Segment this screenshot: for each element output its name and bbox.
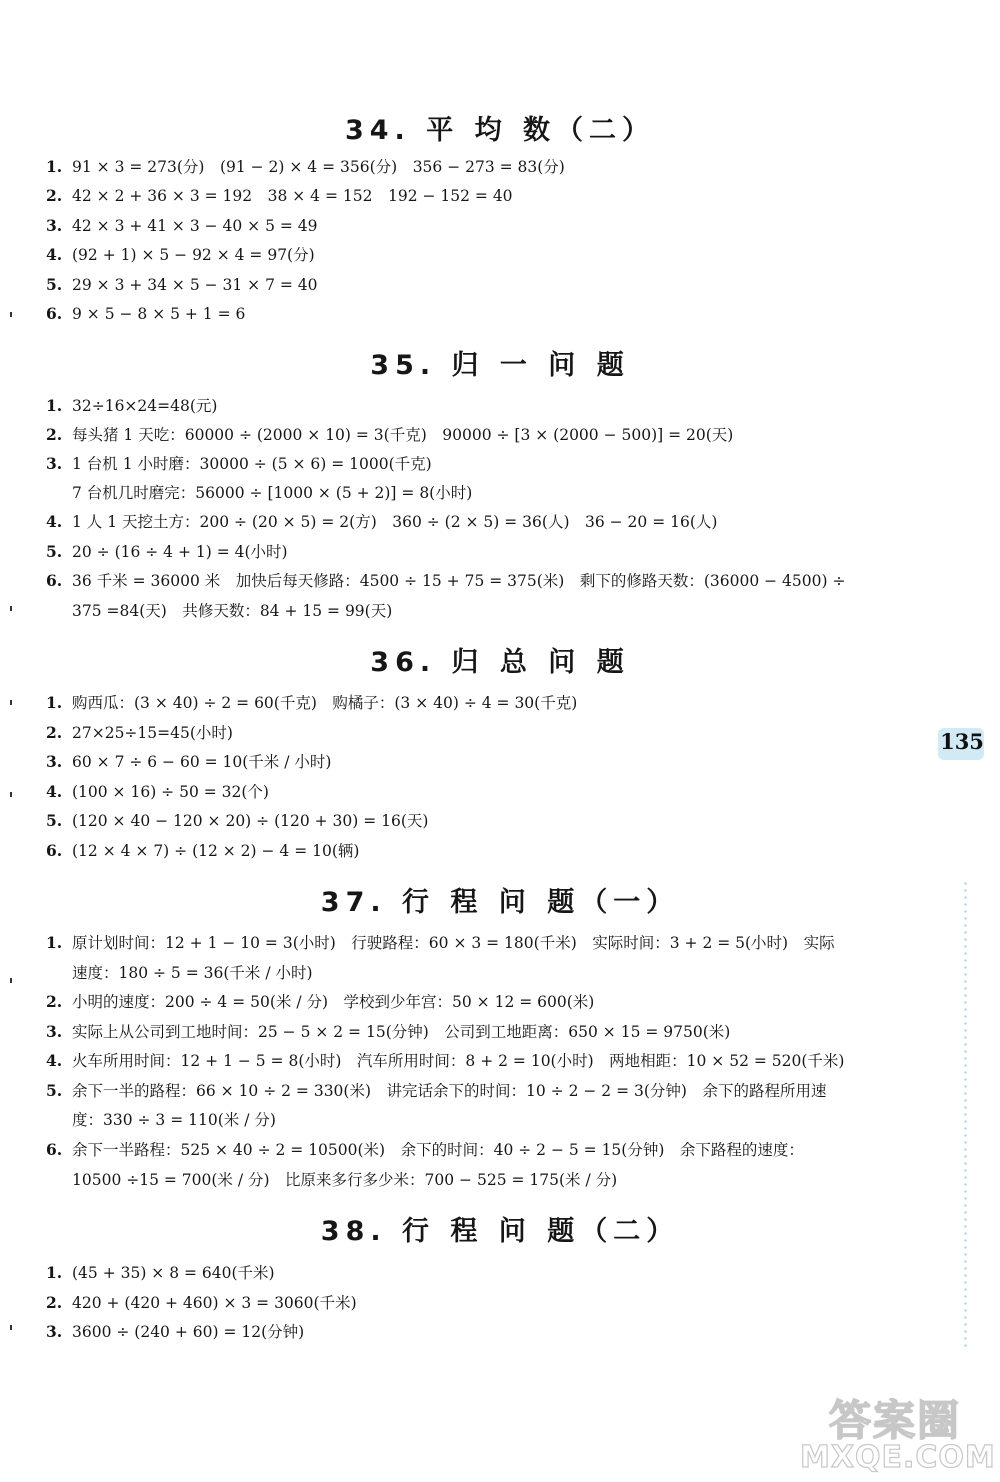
answer-text: 60 × 7 ÷ 6 − 60 = 10(千米 / 小时) — [72, 753, 332, 771]
answer-line — [46, 1051, 844, 1071]
answer-line — [46, 601, 392, 621]
answer-text: 420 + (420 + 460) × 3 = 3060(千米) — [72, 1294, 357, 1312]
answer-line — [46, 933, 835, 953]
question-number: 5. — [46, 811, 63, 830]
page-number: 135 — [940, 729, 984, 754]
question-number: 2. — [46, 186, 63, 205]
question-number: 3. — [46, 752, 63, 771]
question-number: 3. — [46, 454, 63, 473]
answer-text: 余下一半路程：525 × 40 ÷ 2 = 10500(米) 余下的时间：40 ÷ 2 − 5 = 15(分钟) 余下路程的速度： — [72, 1141, 804, 1159]
answer-line — [46, 1081, 826, 1101]
answer-line — [46, 245, 315, 265]
question-number: 4. — [46, 782, 63, 801]
answer-line — [46, 1022, 730, 1042]
question-number: 1. — [46, 157, 63, 176]
answer-line — [46, 693, 577, 713]
question-number: 1. — [46, 396, 63, 415]
answer-text: 火车所用时间：12 + 1 − 5 = 8(小时) 汽车所用时间：8 + 2 = 10(小时) 两地相距：10 × 52 = 520(千米) — [72, 1052, 845, 1070]
answer-line — [46, 1293, 357, 1313]
question-number: 2. — [46, 992, 63, 1011]
answer-text: 9 × 5 − 8 × 5 + 1 = 6 — [72, 305, 246, 323]
question-number: 6. — [46, 1140, 63, 1159]
answer-text: 42 × 2 + 36 × 3 = 192 38 × 4 = 152 192 − 152 = 40 — [72, 187, 513, 205]
answer-line — [46, 752, 331, 772]
question-number: 1. — [46, 1263, 63, 1282]
answer-text: 实际上从公司到工地时间：25 − 5 × 2 = 15(分钟) 公司到工地距离：650 × 15 = 9750(米) — [72, 1023, 731, 1041]
answer-line — [46, 186, 513, 206]
scan-mark — [10, 312, 12, 317]
answer-text: (120 × 40 − 120 × 20) ÷ (120 + 30) = 16(天) — [72, 812, 429, 830]
answer-line — [46, 571, 845, 591]
answer-line — [46, 1140, 804, 1160]
answer-text: 购西瓜：(3 × 40) ÷ 2 = 60(千克) 购橘子：(3 × 40) ÷ 4 = 30(千克) — [72, 694, 578, 712]
question-number: 6. — [46, 571, 63, 590]
scan-mark — [10, 792, 12, 797]
answer-text: 速度：180 ÷ 5 = 36(千米 / 小时) — [72, 964, 313, 982]
question-number: 4. — [46, 1051, 63, 1070]
answer-text: 10500 ÷15 = 700(米 / 分) 比原来多行多少米：700 − 525 = 175(米 / 分) — [72, 1171, 618, 1189]
question-number: 3. — [46, 1322, 63, 1341]
answer-text: 3600 ÷ (240 + 60) = 12(分钟) — [72, 1323, 305, 1341]
scan-mark — [10, 1325, 12, 1330]
watermark-top-text: 答案圈 — [828, 1396, 961, 1445]
answer-text: 小明的速度：200 ÷ 4 = 50(米 / 分) 学校到少年宫：50 × 12 = 600(米) — [72, 993, 595, 1011]
question-number: 6. — [46, 304, 63, 323]
question-number: 5. — [46, 275, 63, 294]
question-number: 5. — [46, 542, 63, 561]
question-number: 3. — [46, 216, 63, 235]
answer-line — [46, 841, 359, 861]
answer-line — [46, 157, 565, 177]
question-number: 5. — [46, 1081, 63, 1100]
section-title-37: 37. 行 程 问 题（一） — [320, 887, 680, 918]
question-number: 4. — [46, 512, 63, 531]
answer-line — [46, 396, 217, 416]
answer-text: 7 台机几时磨完：56000 ÷ [1000 × (5 + 2)] = 8(小时) — [72, 484, 473, 502]
answer-text: 91 × 3 = 273(分) (91 − 2) × 4 = 356(分) 356 − 273 = 83(分) — [72, 158, 565, 176]
answer-line — [46, 275, 318, 295]
answer-line — [46, 1170, 617, 1190]
answer-line — [46, 1322, 304, 1342]
section-title-35: 35. 归 一 问 题 — [370, 350, 630, 381]
question-number: 1. — [46, 933, 63, 952]
answer-line — [46, 483, 472, 503]
question-number: 1. — [46, 693, 63, 712]
answer-text: 余下一半的路程：66 × 10 ÷ 2 = 330(米) 讲完话余下的时间：10 ÷ 2 − 2 = 3(分钟) 余下的路程所用速 — [72, 1082, 827, 1100]
answer-line — [46, 542, 288, 562]
watermark-bottom-text: MXQE.COM — [800, 1440, 996, 1475]
answer-text: 20 ÷ (16 ÷ 4 + 1) = 4(小时) — [72, 543, 288, 561]
answer-text: (12 × 4 × 7) ÷ (12 × 2) − 4 = 10(辆) — [72, 842, 360, 860]
answer-line — [46, 425, 733, 445]
answer-text: 32÷16×24=48(元) — [72, 397, 218, 415]
answer-text: 1 台机 1 小时磨：30000 ÷ (5 × 6) = 1000(千克) — [72, 455, 432, 473]
scan-mark — [10, 606, 12, 611]
decorative-dot-column — [964, 880, 967, 1350]
answer-text: 29 × 3 + 34 × 5 − 31 × 7 = 40 — [72, 276, 318, 294]
answer-text: (92 + 1) × 5 − 92 × 4 = 97(分) — [72, 246, 315, 264]
answer-text: (45 + 35) × 8 = 640(千米) — [72, 1264, 275, 1282]
answer-text: 36 千米 = 36000 米 加快后每天修路：4500 ÷ 15 + 75 = 375(米) 剩下的修路天数：(36000 − 4500) ÷ — [72, 572, 846, 590]
answer-text: 1 人 1 天挖土方：200 ÷ (20 × 5) = 2(方) 360 ÷ (2 × 5) = 36(人) 36 − 20 = 16(人) — [72, 513, 718, 531]
question-number: 2. — [46, 723, 63, 742]
answer-text: 每头猪 1 天吃：60000 ÷ (2000 × 10) = 3(千克) 90000 ÷ [3 × (2000 − 500)] = 20(天) — [72, 426, 734, 444]
answer-text: 42 × 3 + 41 × 3 − 40 × 5 = 49 — [72, 217, 318, 235]
answer-text: 375 =84(天) 共修天数：84 + 15 = 99(天) — [72, 602, 393, 620]
answer-line — [46, 1110, 276, 1130]
answer-line — [46, 304, 245, 324]
answer-line — [46, 1263, 275, 1283]
section-title-38: 38. 行 程 问 题（二） — [320, 1216, 680, 1247]
answer-line — [46, 811, 428, 831]
answer-text: (100 × 16) ÷ 50 = 32(个) — [72, 783, 269, 801]
answer-text: 原计划时间：12 + 1 − 10 = 3(小时) 行驶路程：60 × 3 = 180(千米) 实际时间：3 + 2 = 5(小时) 实际 — [72, 934, 835, 952]
answer-text: 27×25÷15=45(小时) — [72, 724, 233, 742]
scan-mark — [10, 700, 12, 705]
scan-mark — [10, 978, 12, 983]
answer-line — [46, 512, 717, 532]
question-number: 4. — [46, 245, 63, 264]
question-number: 6. — [46, 841, 63, 860]
answer-line — [46, 782, 269, 802]
answer-line — [46, 216, 318, 236]
section-title-36: 36. 归 总 问 题 — [370, 647, 630, 678]
question-number: 2. — [46, 1293, 63, 1312]
answer-text: 度：330 ÷ 3 = 110(米 / 分) — [72, 1111, 276, 1129]
section-title-34: 34. 平 均 数（二） — [344, 115, 656, 146]
watermark-logo — [800, 1388, 996, 1478]
answer-line — [46, 992, 594, 1012]
question-number: 3. — [46, 1022, 63, 1041]
answer-line — [46, 963, 313, 983]
answer-line — [46, 454, 432, 474]
answer-line — [46, 723, 233, 743]
question-number: 2. — [46, 425, 63, 444]
